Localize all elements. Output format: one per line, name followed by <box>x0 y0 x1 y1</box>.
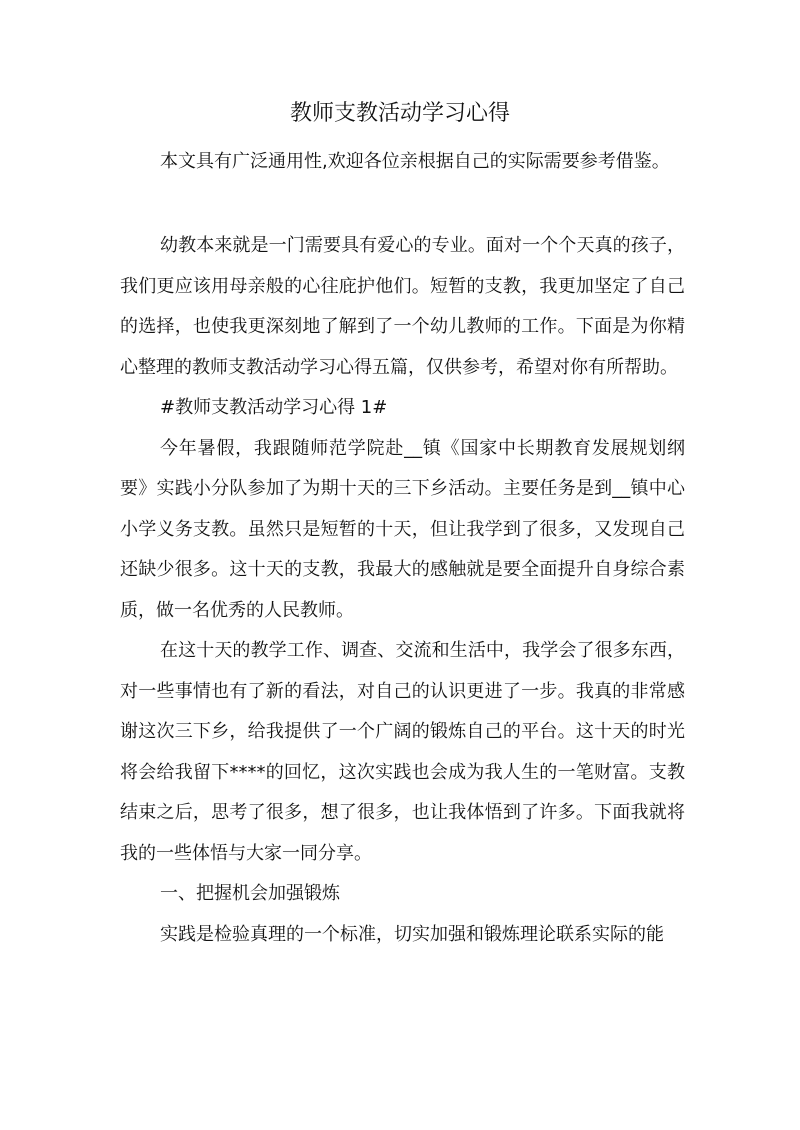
document-subtitle: 本文具有广泛通用性,欢迎各位亲根据自己的实际需要参考借鉴。 <box>160 151 670 172</box>
body-paragraph: 今年暑假，我跟随师范学院赴__镇《国家中长期教育发展规划纲要》实践小分队参加了为期十天的三下乡活动。主要任务是到__镇中心小学义务支教。虽然只是短暂的十天，但让我学到了很多，又发现自己还缺少很多。这十天的支教，我最大的感触就是要全面提升自身综合素质，做一名优秀的人民教师。 <box>120 437 685 621</box>
intro-paragraph: 幼教本来就是一门需要具有爱心的专业。面对一个个天真的孩子，我们更应该用母亲般的心往庇护他们。短暂的支教，我更加坚定了自己的选择，也使我更深刻地了解到了一个幼儿教师的工作。下面是为你精心整理的教师支教活动学习心得五篇，仅供参考，希望对你有所帮助。 <box>120 235 685 378</box>
section-heading: #教师支教活动学习心得 1# <box>160 397 388 418</box>
document-title: 教师支教活动学习心得 <box>289 101 510 126</box>
subsection-heading: 一、把握机会加强锻炼 <box>160 883 340 904</box>
body-paragraph: 实践是检验真理的一个标准，切实加强和锻炼理论联系实际的能 <box>160 923 664 945</box>
document-body <box>120 226 685 955</box>
body-paragraph: 在这十天的教学工作、调查、交流和生活中，我学会了很多东西，对一些事情也有了新的看法，对自己的认识更进了一步。我真的非常感谢这次三下乡，给我提供了一个广阔的锻炼自己的平台。这十天的时光将会给我留下****的回忆，这次实践也会成为我人生的一笔财富。支教结束之后，思考了很多，想了很多，也让我体悟到了许多。下面我就将我的一些体悟与大家一同分享。 <box>120 640 685 864</box>
